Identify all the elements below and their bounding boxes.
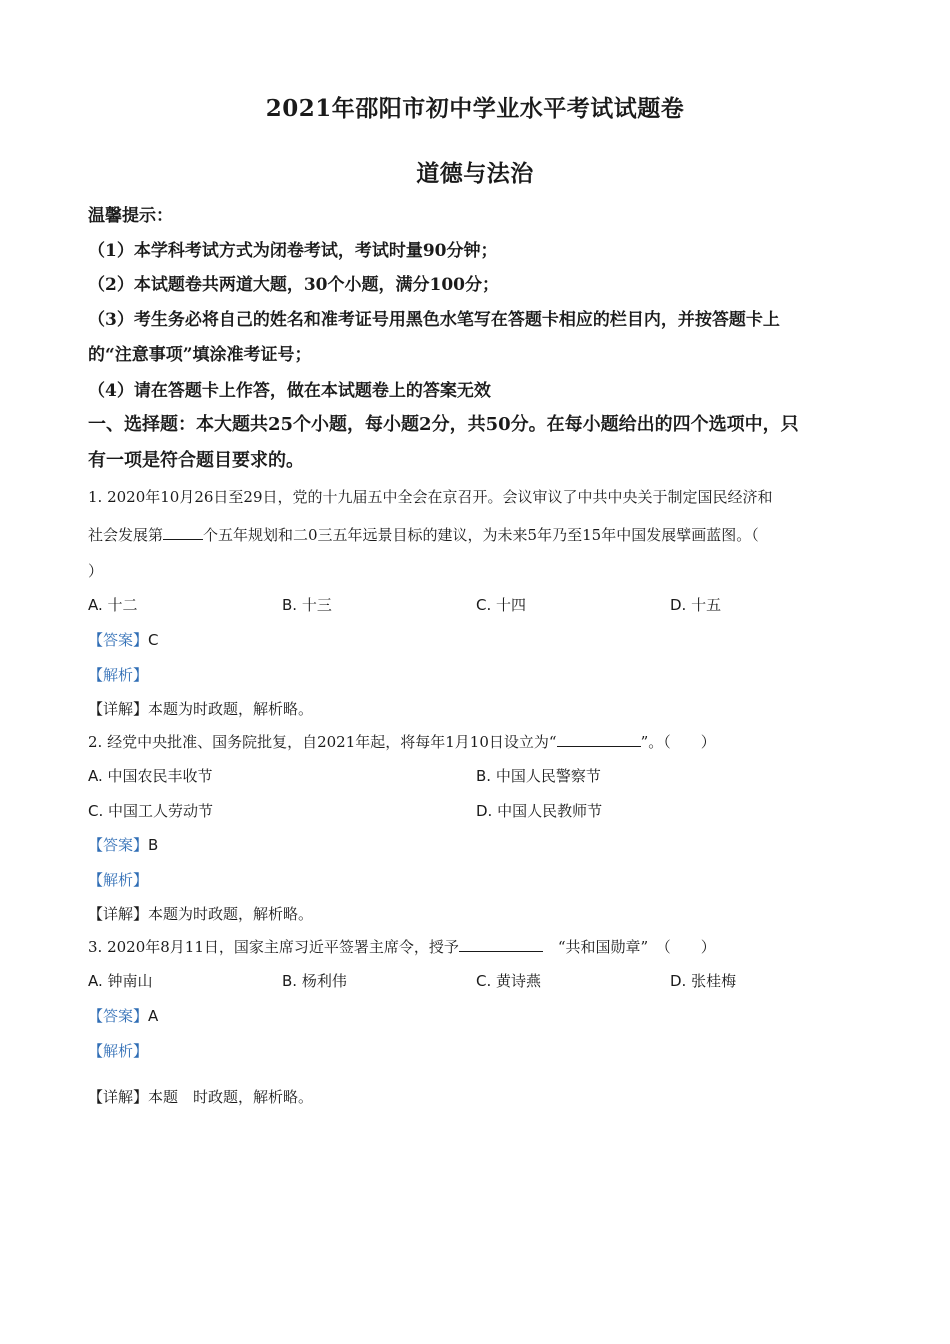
question-2-option-a: A. 中国农民丰收节	[88, 767, 213, 785]
notice-item: （1）本学科考试方式为闭卷考试，考试时量90分钟；	[88, 241, 498, 261]
notice-item: （4）请在答题卡上作答，做在本试题卷上的答案无效	[88, 381, 491, 401]
question-3-stem: 3. 2020年8月11日，国家主席习近平签署主席令，授予 “共和国勋章” （ ）	[88, 938, 716, 956]
question-3-option-a: A. 钟南山	[88, 972, 153, 990]
question-3-analysis: 【解析】	[88, 1042, 149, 1060]
question-1-option-d: D. 十五	[670, 596, 722, 614]
notice-item: （3）考生务必将自己的姓名和准考证号用黑色水笔写在答题卡相应的栏目内，并按答题卡上	[88, 310, 780, 330]
question-3-answer: 【答案】A	[88, 1007, 159, 1025]
notice-heading: 温馨提示：	[88, 206, 173, 226]
question-1-stem-cont: 社会发展第 个五年规划和二0三五年远景目标的建议，为未来5年乃至15年中国发展擘画蓝图。（	[88, 526, 759, 544]
question-2-detail: 【详解】本题为时政题，解析略。	[88, 905, 314, 923]
question-2-answer: 【答案】B	[88, 836, 159, 854]
question-3-detail: 【详解】本题 时政题，解析略。	[88, 1088, 314, 1106]
question-1-option-a: A. 十二	[88, 596, 138, 614]
subject-title: 道德与法治	[416, 160, 534, 187]
question-1-answer: 【答案】C	[88, 631, 159, 649]
question-1-option-c: C. 十四	[476, 596, 527, 614]
question-2-stem: 2. 经党中央批准、国务院批复，自2021年起，将每年1月10日设立为“ ”。（ ）	[88, 733, 716, 751]
question-1-stem-end: ）	[88, 562, 104, 580]
question-2-option-d: D. 中国人民教师节	[476, 802, 603, 820]
question-2-option-c: C. 中国工人劳动节	[88, 802, 214, 820]
question-3-option-b: B. 杨利伟	[282, 972, 347, 990]
question-2-option-b: B. 中国人民警察节	[476, 767, 601, 785]
question-3-option-c: C. 黄诗燕	[476, 972, 542, 990]
question-3-option-d: D. 张桂梅	[670, 972, 737, 990]
question-1-stem: 1. 2020年10月26日至29日，党的十九届五中全会在京召开。会议审议了中共中央关于制定国民经济和	[88, 488, 773, 506]
section-heading-cont: 有一项是符合题目要求的。	[88, 450, 304, 471]
question-1-analysis: 【解析】	[88, 666, 149, 684]
answer-blank	[163, 525, 203, 540]
notice-item: （2）本试题卷共两道大题，30个小题，满分100分；	[88, 275, 499, 295]
question-1-option-b: B. 十三	[282, 596, 332, 614]
answer-blank	[459, 937, 543, 952]
page-title: 2021年邵阳市初中学业水平考试试题卷	[265, 95, 685, 122]
question-1-detail: 【详解】本题为时政题，解析略。	[88, 700, 314, 718]
notice-item: 的“注意事项”填涂准考证号；	[88, 345, 312, 365]
section-heading: 一、选择题：本大题共25个小题，每小题2分，共50分。在每小题给出的四个选项中，只	[88, 414, 799, 435]
answer-blank	[557, 732, 641, 747]
question-2-analysis: 【解析】	[88, 871, 149, 889]
